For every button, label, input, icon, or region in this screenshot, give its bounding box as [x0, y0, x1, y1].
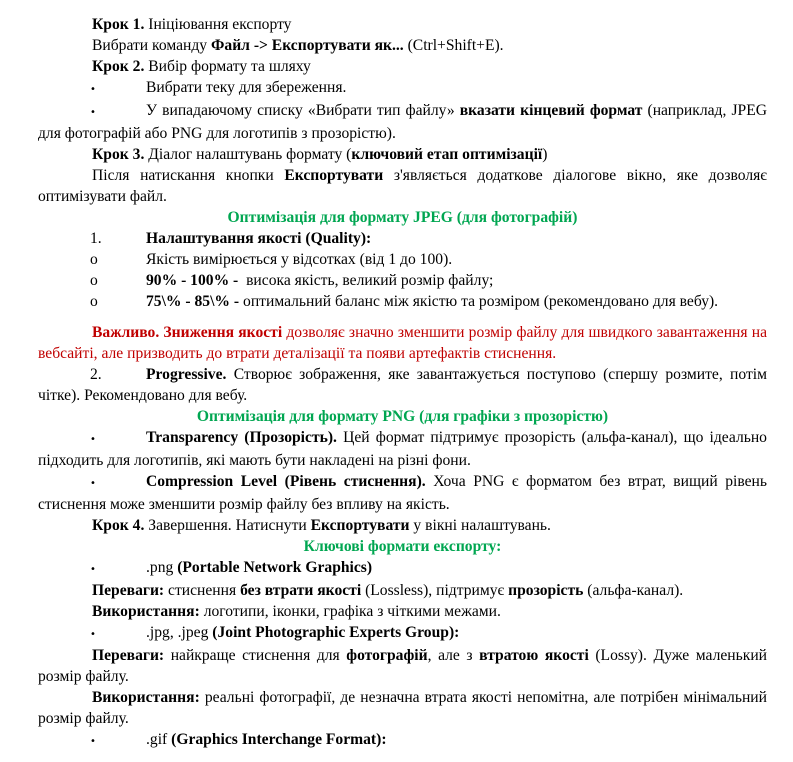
- step3-label: Крок 3.: [92, 146, 145, 163]
- bullet-icon: •: [90, 564, 96, 575]
- step4-text: Завершення. Натиснути: [144, 517, 311, 534]
- list-item: [38, 557, 767, 580]
- png-heading: Оптимізація для формату PNG (для графіки з прозорістю): [196, 408, 609, 425]
- step3-paragraph: [38, 165, 767, 207]
- jpg-usage: [38, 687, 767, 729]
- list-item: [38, 364, 767, 406]
- jpg-adv-label: Переваги:: [92, 647, 165, 664]
- list-item: [38, 228, 767, 249]
- step3-text: Діалог налаштувань формату (: [148, 146, 352, 163]
- gif-ext: .gif: [146, 731, 172, 748]
- png-b1-bold: Transparency (Прозорість).: [146, 429, 337, 446]
- step2-text: Вибір формату та шляху: [148, 58, 311, 75]
- list-item: [38, 100, 767, 144]
- list-item: [38, 291, 767, 312]
- important-text: дозволяє значно зменшити розмір файлу для швидкого завантаження на вебсайті, але призводить до втрати деталізації та появи артефактів стиснення.: [38, 324, 767, 362]
- gif-name: (Graphics Interchange Format):: [171, 731, 387, 748]
- png-adv-label: Переваги:: [92, 582, 165, 599]
- step2-title-line: [38, 56, 767, 77]
- jpg-adv-e: (Lossy). Дуже маленький розмір файлу.: [38, 647, 768, 685]
- jpeg-sub2-bold: 90% - 100% -: [146, 272, 239, 289]
- list-item: [38, 270, 767, 291]
- step3-para-bold: Експортувати: [284, 167, 384, 184]
- png-name: (Portable Network Graphics): [177, 559, 373, 576]
- circle-bullet-icon: o: [90, 251, 98, 268]
- document-body: [38, 14, 767, 752]
- step1-command: Файл -> Експортувати як...: [211, 37, 404, 54]
- step4-bold: Експортувати: [310, 517, 410, 534]
- step2-bullet2-bold: вказати кінцевий формат: [459, 102, 643, 119]
- list-item: [38, 427, 767, 471]
- png-use-label: Використання:: [92, 603, 200, 620]
- png-advantages: [38, 580, 767, 601]
- jpg-adv-d: втратою якості: [479, 647, 589, 664]
- formats-heading: Ключові формати експорту:: [303, 538, 502, 555]
- step3-bold: ключовий етап оптимізації: [351, 146, 543, 163]
- jpeg-heading: Оптимізація для формату JPEG (для фотографій): [227, 209, 578, 226]
- step3-close: ): [542, 146, 548, 163]
- step2-bullet2-suffix: (наприклад, JPEG для фотографій або PNG для логотипів з прозорістю).: [38, 102, 767, 142]
- list-number: 1.: [90, 230, 102, 247]
- jpg-adv-c: , але з: [427, 647, 480, 664]
- circle-bullet-icon: o: [90, 293, 98, 310]
- step1-title-line: [38, 14, 767, 35]
- step4-line: [38, 515, 767, 536]
- jpg-adv-b: фотографій: [346, 647, 428, 664]
- png-adv-b: без втрати якості: [240, 582, 362, 599]
- bullet-icon: •: [90, 629, 96, 640]
- step1-command-line: [38, 35, 767, 56]
- step3-title-line: [38, 144, 767, 165]
- bullet-icon: •: [90, 84, 96, 95]
- bullet-icon: •: [90, 736, 96, 747]
- step1-prefix: Вибрати команду: [92, 37, 211, 54]
- png-b2-bold: Compression Level (Рівень стиснення).: [146, 473, 426, 490]
- png-ext: .png: [146, 559, 178, 576]
- step4-suffix: у вікні налаштувань.: [409, 517, 551, 534]
- important-note: [38, 322, 767, 364]
- step1-label: Крок 1.: [92, 16, 145, 33]
- step4-label: Крок 4.: [92, 517, 145, 534]
- png-adv-a: стиснення: [164, 582, 241, 599]
- jpeg-sub1: Якість вимірюється у відсотках (від 1 до 100).: [146, 251, 453, 268]
- list-item: [38, 729, 767, 752]
- png-b1-text: Цей формат підтримує прозорість (альфа-канал), що ідеально підходить для логотипів, які мають бути накладені на різні фони.: [38, 429, 767, 469]
- list-number: 2.: [90, 366, 102, 383]
- step3-para-prefix: Після натискання кнопки: [92, 167, 285, 184]
- list-item: [38, 471, 767, 515]
- png-adv-c: (Lossless), підтримує: [361, 582, 509, 599]
- circle-bullet-icon: o: [90, 272, 98, 289]
- list-item: [38, 77, 767, 100]
- jpeg-item2-title: Progressive.: [146, 366, 227, 383]
- step2-bullet2-prefix: У випадаючому списку «Вибрати тип файлу»: [146, 102, 460, 119]
- list-item: [38, 622, 767, 645]
- step3-para-suffix: з'являється додаткове діалогове вікно, яке дозволяє оптимізувати файл.: [38, 167, 767, 205]
- jpeg-sub3-text: оптимальний баланс між якістю та розміром (рекомендовано для вебу).: [239, 293, 719, 310]
- important-bold: Важливо. Зниження якості: [92, 324, 283, 341]
- bullet-icon: •: [90, 434, 96, 445]
- bullet-icon: •: [90, 107, 96, 118]
- jpeg-sub3-bold: 75\% - 85\% -: [146, 293, 240, 310]
- jpeg-item1-title: Налаштування якості (Quality):: [146, 230, 372, 247]
- jpg-use-label: Використання:: [92, 689, 200, 706]
- png-usage: [38, 601, 767, 622]
- jpg-advantages: [38, 645, 767, 687]
- jpg-ext: .jpg, .jpeg: [146, 624, 213, 641]
- jpg-adv-a: найкраще стиснення для: [164, 647, 347, 664]
- list-item: [38, 249, 767, 270]
- step1-text: Ініціювання експорту: [148, 16, 292, 33]
- jpeg-sub2-text: висока якість, великий розмір файлу;: [238, 272, 494, 289]
- png-b2-text: Хоча PNG є форматом без втрат, вищий рівень стиснення може зменшити розмір файлу без впливу на якість.: [38, 473, 767, 513]
- jpg-use-text: реальні фотографії, де незначна втрата якості непомітна, але потрібен мінімальний розмір файлу.: [38, 689, 767, 727]
- bullet-icon: •: [90, 478, 96, 489]
- jpeg-item2-text: Створює зображення, яке завантажується поступово (спершу розмите, потім чітке). Рекомендовано для вебу.: [38, 366, 767, 404]
- step2-label: Крок 2.: [92, 58, 145, 75]
- png-adv-d: прозорість: [508, 582, 584, 599]
- step1-shortcut: (Ctrl+Shift+E).: [403, 37, 504, 54]
- step2-bullet1: Вибрати теку для збереження.: [146, 79, 347, 96]
- jpg-name: (Joint Photographic Experts Group):: [212, 624, 460, 641]
- png-use-text: логотипи, іконки, графіка з чіткими межами.: [199, 603, 501, 620]
- png-adv-e: (альфа-канал).: [583, 582, 684, 599]
